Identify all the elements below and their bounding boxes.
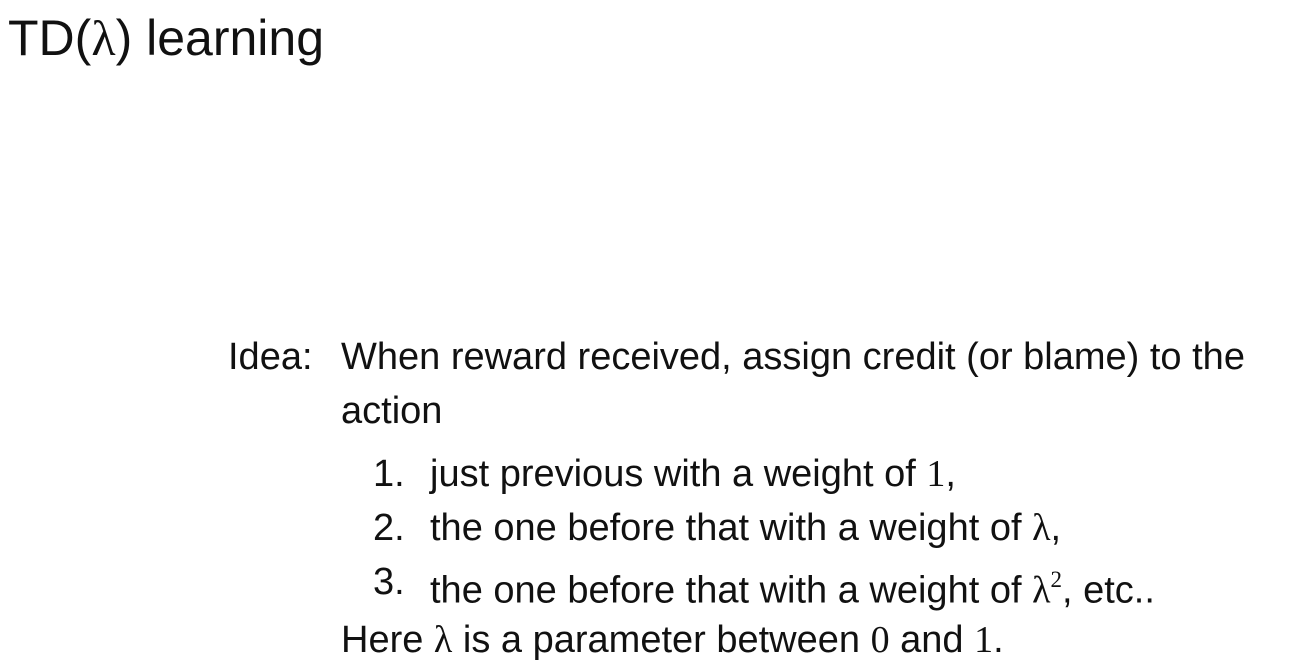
slide-body (228, 330, 1303, 667)
list-number: 2. (373, 507, 405, 549)
list-item (373, 555, 1303, 612)
weight-list (373, 447, 1303, 612)
list-number: 3. (373, 561, 405, 603)
lambda-symbol: λ (91, 10, 116, 66)
parameter-note-and: and (889, 619, 975, 661)
idea-row (228, 330, 1303, 438)
list-text-part: the one before that with a weight of (430, 507, 1033, 549)
one-value: 1 (974, 619, 994, 661)
list-text (430, 501, 1061, 555)
title-suffix: ) learning (115, 10, 325, 66)
list-suffix: , etc.. (1062, 569, 1155, 612)
list-text-part: just previous with a weight of (430, 453, 927, 495)
lambda-symbol: λ (433, 619, 453, 661)
zero-value: 0 (870, 619, 890, 661)
list-suffix: , (945, 453, 956, 495)
superscript-two: 2 (1050, 567, 1062, 592)
list-suffix: , (1050, 507, 1062, 549)
list-text-part: the one before that with a weight of (430, 569, 1033, 612)
lambda-symbol: λ (1032, 507, 1051, 549)
title-prefix: TD( (8, 10, 92, 66)
parameter-note-prefix: Here (341, 619, 434, 661)
weight-value: 1 (926, 453, 946, 495)
list-number: 1. (373, 453, 405, 495)
parameter-note-suffix: . (993, 619, 1004, 661)
parameter-note (341, 613, 1303, 667)
list-item (373, 501, 1303, 555)
list-item (373, 447, 1303, 501)
list-text (430, 555, 1155, 618)
lambda-symbol: λ (1032, 569, 1051, 612)
idea-text: When reward received, assign credit (or blame) to the action (341, 336, 1245, 432)
parameter-note-middle: is a parameter between (452, 619, 871, 661)
slide-title (8, 8, 324, 68)
list-text (430, 447, 956, 501)
idea-label: Idea: (228, 336, 313, 378)
